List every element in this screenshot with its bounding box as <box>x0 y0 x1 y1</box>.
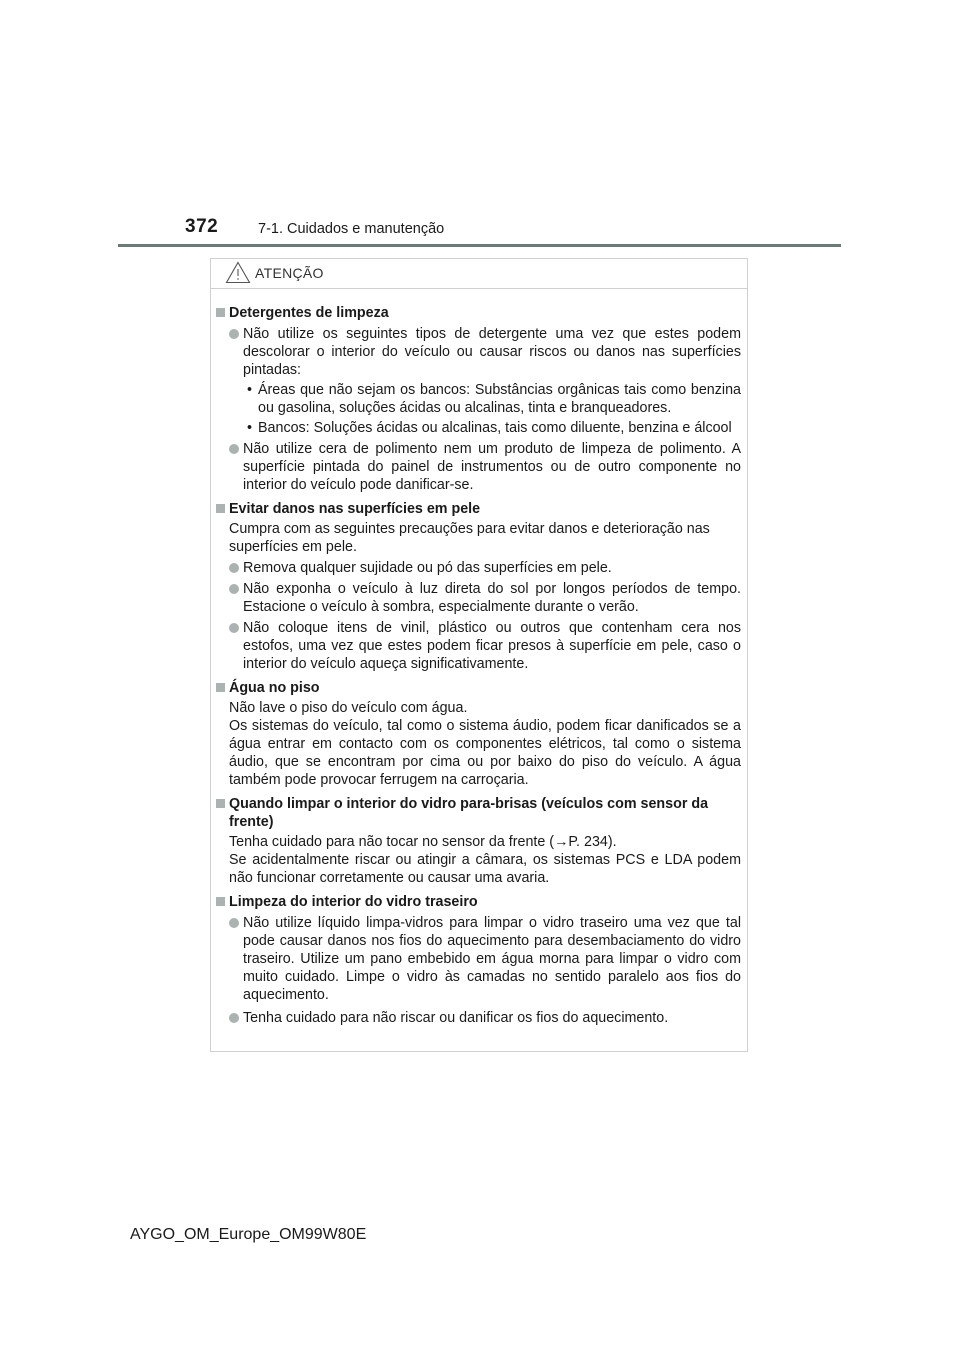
list-item <box>215 325 741 379</box>
list-item-text: Tenha cuidado para não riscar ou danificar os fios do aquecimento. <box>243 1010 669 1026</box>
round-bullet-icon <box>229 918 239 928</box>
section-heading-text: Água no piso <box>229 680 320 696</box>
square-bullet-icon <box>216 308 225 317</box>
warning-content <box>211 289 747 1027</box>
list-item-text: Não coloque itens de vinil, plástico ou outros que contenham cera nos estofos, uma vez que estes podem ficar presos à superfície em pele, caso o interior do veículo aqueça significativamente. <box>243 620 741 672</box>
sub-list-item-text: Áreas que não sejam os bancos: Substâncias orgânicas tais como benzina ou gasolina, soluções ácidas ou alcalinas, tinta e branqueadores. <box>258 382 741 416</box>
paragraph: Cumpra com as seguintes precauções para evitar danos e deterioração nas superfícies em pele. <box>229 521 710 555</box>
list-item <box>215 914 741 1004</box>
dot-marker-icon: • <box>247 382 253 398</box>
page-number: 372 <box>185 216 219 237</box>
section-heading <box>215 304 741 322</box>
list-item <box>215 580 741 616</box>
header-rule <box>118 244 841 247</box>
section-heading <box>215 795 741 831</box>
paragraph: Os sistemas do veículo, tal como o sistema áudio, podem ficar danificados se a água entrar em contacto com os componentes elétricos, tal como o sistema áudio, que se encontram por cima ou por baixo do piso do veículo. A água também pode provocar ferrugem na carroçaria. <box>229 718 741 788</box>
section-heading <box>215 893 741 911</box>
paragraph: Tenha cuidado para não tocar no sensor da frente (→P. 234). <box>229 834 617 850</box>
list-item <box>215 619 741 673</box>
round-bullet-icon <box>229 329 239 339</box>
section-heading-text: Limpeza do interior do vidro traseiro <box>229 894 478 910</box>
round-bullet-icon <box>229 444 239 454</box>
round-bullet-icon <box>229 584 239 594</box>
section-heading-text: Evitar danos nas superfícies em pele <box>229 501 481 517</box>
section-heading <box>215 500 741 518</box>
warning-triangle-icon <box>225 261 251 284</box>
sub-list-item <box>215 381 741 417</box>
sub-list-item-text: Bancos: Soluções ácidas ou alcalinas, tais como diluente, benzina e álcool <box>258 420 732 436</box>
warning-box <box>210 258 748 1052</box>
round-bullet-icon <box>229 623 239 633</box>
list-item-text: Não utilize os seguintes tipos de detergente uma vez que estes podem descolorar o interior do veículo ou causar riscos ou danos nas superfícies pintadas: <box>243 326 741 378</box>
section-heading <box>215 679 741 697</box>
warning-label: ATENÇÃO <box>255 265 324 281</box>
square-bullet-icon <box>216 504 225 513</box>
round-bullet-icon <box>229 1013 239 1023</box>
section-heading-text: Quando limpar o interior do vidro para-brisas (veículos com sensor da frente) <box>229 796 709 830</box>
list-item-text: Não exponha o veículo à luz direta do sol por longos períodos de tempo. Estacione o veículo à sombra, especialmente durante o verão. <box>243 581 741 615</box>
list-item <box>215 440 741 494</box>
section-heading-text: Detergentes de limpeza <box>229 305 389 321</box>
warning-header <box>211 259 747 289</box>
square-bullet-icon <box>216 897 225 906</box>
dot-marker-icon: • <box>247 420 253 436</box>
sub-list-item <box>215 419 741 437</box>
list-item <box>215 559 741 577</box>
square-bullet-icon <box>216 799 225 808</box>
list-item-text: Remova qualquer sujidade ou pó das superfícies em pele. <box>243 560 612 576</box>
paragraph: Não lave o piso do veículo com água. <box>229 700 468 716</box>
section-title: 7-1. Cuidados e manutenção <box>258 221 445 237</box>
round-bullet-icon <box>229 563 239 573</box>
list-item-text: Não utilize líquido limpa-vidros para limpar o vidro traseiro uma vez que tal pode causar danos nos fios do aquecimento para desembaciamento do vidro traseiro. Utilize um pano embebido em água morna para limpar o vidro com muito cuidado. Limpe o vidro às camadas no sentido paralelo aos fios do aquecimento. <box>243 915 741 1003</box>
list-item <box>215 1009 741 1027</box>
paragraph: Se acidentalmente riscar ou atingir a câmara, os sistemas PCS e LDA podem não funcionar corretamente ou causar uma avaria. <box>229 852 741 886</box>
square-bullet-icon <box>216 683 225 692</box>
list-item-text: Não utilize cera de polimento nem um produto de limpeza de polimento. A superfície pintada do painel de instrumentos ou de outro componente no interior do veículo pode danificar-se. <box>243 441 741 493</box>
document-code: AYGO_OM_Europe_OM99W80E <box>130 1226 367 1243</box>
